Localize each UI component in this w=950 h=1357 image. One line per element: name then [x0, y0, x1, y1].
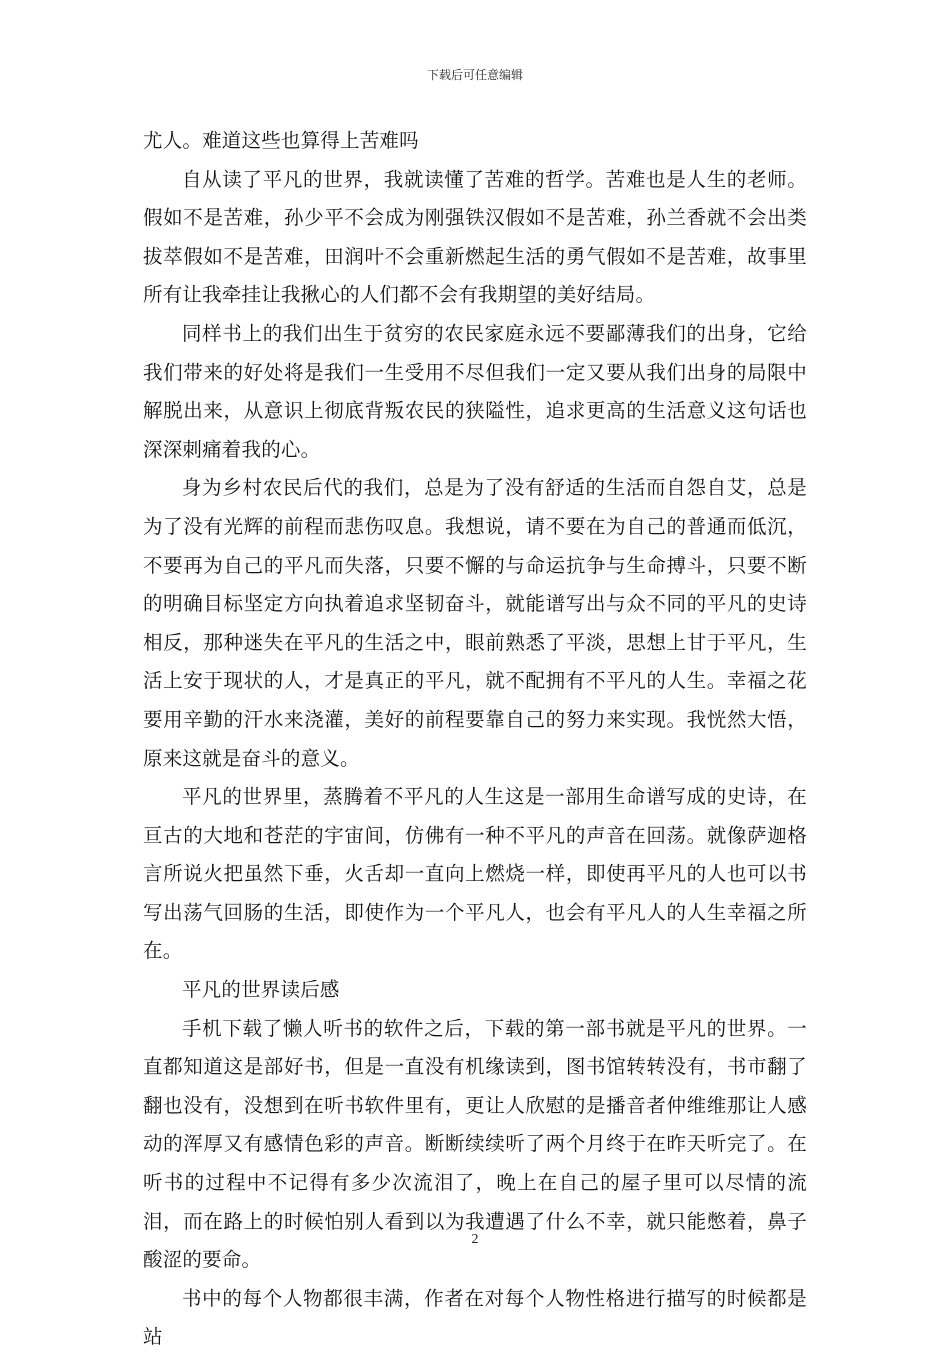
document-body	[143, 122, 807, 1357]
paragraph-3: 同样书上的我们出生于贫穷的农民家庭永远不要鄙薄我们的出身，它给我们带来的好处将是我们一生受用不尽但我们一定又要从我们出身的局限中解脱出来，从意识上彻底背叛农民的狭隘性，追求更高的生活意义这句话也深深刺痛着我的心。	[143, 321, 807, 461]
paragraph-2: 自从读了平凡的世界，我就读懂了苦难的哲学。苦难也是人生的老师。假如不是苦难，孙少平不会成为刚强铁汉假如不是苦难，孙兰香就不会出类拔萃假如不是苦难，田润叶不会重新燃起生活的勇气假如不是苦难，故事里所有让我牵挂让我揪心的人们都不会有我期望的美好结局。	[143, 167, 807, 307]
paragraph-6: 手机下载了懒人听书的软件之后，下载的第一部书就是平凡的世界。一直都知道这是部好书，但是一直没有机缘读到，图书馆转转没有，书市翻了翻也没有，没想到在听书软件里有，更让人欣慰的是播音者仲维维那让人感动的浑厚又有感情色彩的声音。断断续续听了两个月终于在昨天听完了。在听书的过程中不记得有多少次流泪了，晚上在自己的屋子里可以尽情的流泪，而在路上的时候怕别人看到以为我遭遇了什么不幸，就只能憋着，鼻子酸涩的要命。	[143, 1016, 807, 1272]
paragraph-5: 平凡的世界里，蒸腾着不平凡的人生这是一部用生命谱写成的史诗，在亘古的大地和苍茫的宇宙间，仿佛有一种不平凡的声音在回荡。就像萨迦格言所说火把虽然下垂，火舌却一直向上燃烧一样，即使再平凡的人也可以书写出荡气回肠的生活，即使作为一个平凡人，也会有平凡人的人生幸福之所在。	[143, 785, 807, 963]
paragraph-1: 尤人。难道这些也算得上苦难吗	[143, 129, 419, 152]
section-heading: 平凡的世界读后感	[182, 978, 340, 1002]
page-number: 2	[471, 1232, 479, 1247]
paragraph-7: 书中的每个人物都很丰满，作者在对每个人物性格进行描写的时候都是站	[143, 1286, 807, 1349]
paragraph-4: 身为乡村农民后代的我们，总是为了没有舒适的生活而自怨自艾，总是为了没有光辉的前程而悲伤叹息。我想说，请不要在为自己的普通而低沉，不要再为自己的平凡而失落，只要不懈的与命运抗争与生命搏斗，只要不断的明确目标坚定方向执着追求坚韧奋斗，就能谱写出与众不同的平凡的史诗相反，那种迷失在平凡的生活之中，眼前熟悉了平淡，思想上甘于平凡，生活上安于现状的人，才是真正的平凡，就不配拥有不平凡的人生。幸福之花要用辛勤的汗水来浇灌，美好的前程要靠自己的努力来实现。我恍然大悟，原来这就是奋斗的意义。	[143, 476, 807, 770]
page-header: 下载后可任意编辑	[426, 68, 523, 82]
